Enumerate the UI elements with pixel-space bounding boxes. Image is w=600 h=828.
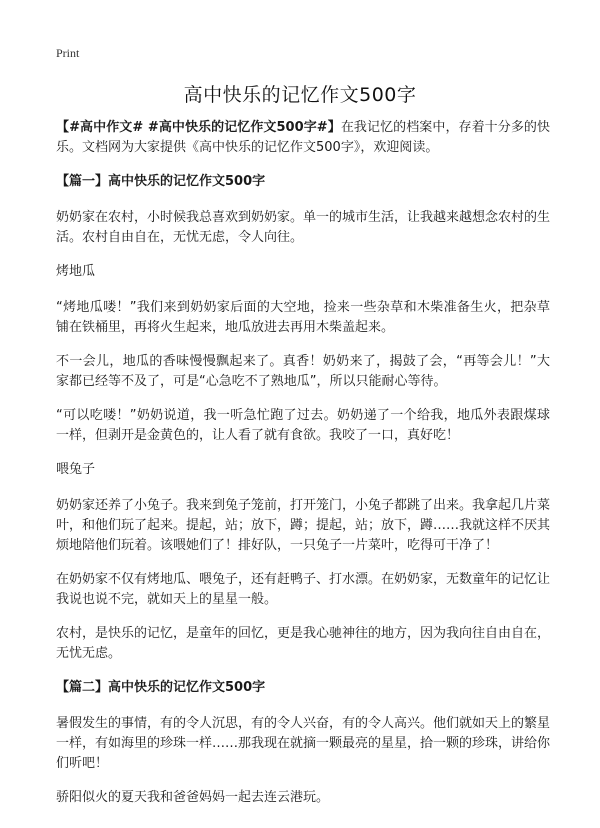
intro-paragraph (56, 118, 550, 158)
paragraph: 奶奶家还养了小兔子。我来到兔子笼前，打开笼门，小兔子都跳了出来。我拿起几片菜叶，和他们玩了起来。提起，站；放下，蹲；提起，站；放下，蹲……我就这样不厌其烦地陪他们玩着。该喂她们了！排好队，一只兔子一片菜叶，吃得可干净了！ (56, 498, 551, 553)
paragraph: “可以吃喽！”奶奶说道，我一听急忙跑了过去。奶奶递了一个给我，地瓜外表跟煤球一样，但剥开是金黄色的，让人看了就有食欲。我咬了一口，真好吃！ (56, 408, 550, 443)
paragraph: 农村，是快乐的记忆，是童年的回忆，更是我心驰神往的地方，因为我向往自由自在，无忧无虑。 (56, 626, 551, 661)
intro-text: 在我记忆的档案中，存着十分多的快乐。文档网为大家提供《高中快乐的记忆作文500字》，欢迎阅读。 (56, 120, 550, 155)
paragraph: 在奶奶家不仅有烤地瓜、喂兔子，还有赶鸭子、打水漂。在奶奶家，无数童年的记忆让我说也说不完，就如天上的星星一般。 (56, 572, 551, 607)
paragraph: 暑假发生的事情，有的令人沉思，有的令人兴奋，有的令人高兴。他们就如天上的繁星一样，有如海里的珍珠一样……那我现在就摘一颗最亮的星星，拾一颗的珍珠，讲给你们听吧！ (56, 716, 551, 771)
subheading-feed-rabbits: 喂兔子 (56, 462, 96, 477)
paragraph: 骄阳似火的夏天我和爸爸妈妈一起去连云港玩。 (56, 790, 330, 805)
paragraph: 不一会儿，地瓜的香味慢慢飘起来了。真香！奶奶来了，揭鼓了会，“再等会儿！”大家都已经等不及了，可是“心急吃不了熟地瓜”，所以只能耐心等待。 (56, 354, 550, 389)
page-title: 高中快乐的记忆作文500字 (183, 84, 417, 106)
intro-tags: 【#高中作文# #高中快乐的记忆作文500字#】 (56, 120, 341, 135)
document-body (56, 118, 550, 822)
paragraph: 奶奶家在农村，小时候我总喜欢到奶奶家。单一的城市生活，让我越来越想念农村的生活。农村自由自在，无忧无虑，令人向往。 (56, 210, 551, 245)
paragraph: “烤地瓜喽！”我们来到奶奶家后面的大空地，捡来一些杂草和木柴准备生火，把杂草铺在铁桶里，再将火生起来，地瓜放进去再用木柴盖起来。 (56, 300, 550, 335)
section-heading-2: 【篇二】高中快乐的记忆作文500字 (56, 680, 266, 695)
print-label: Print (56, 46, 80, 60)
subheading-roast-sweet-potato: 烤地瓜 (56, 264, 96, 279)
section-heading-1: 【篇一】高中快乐的记忆作文500字 (56, 174, 266, 189)
